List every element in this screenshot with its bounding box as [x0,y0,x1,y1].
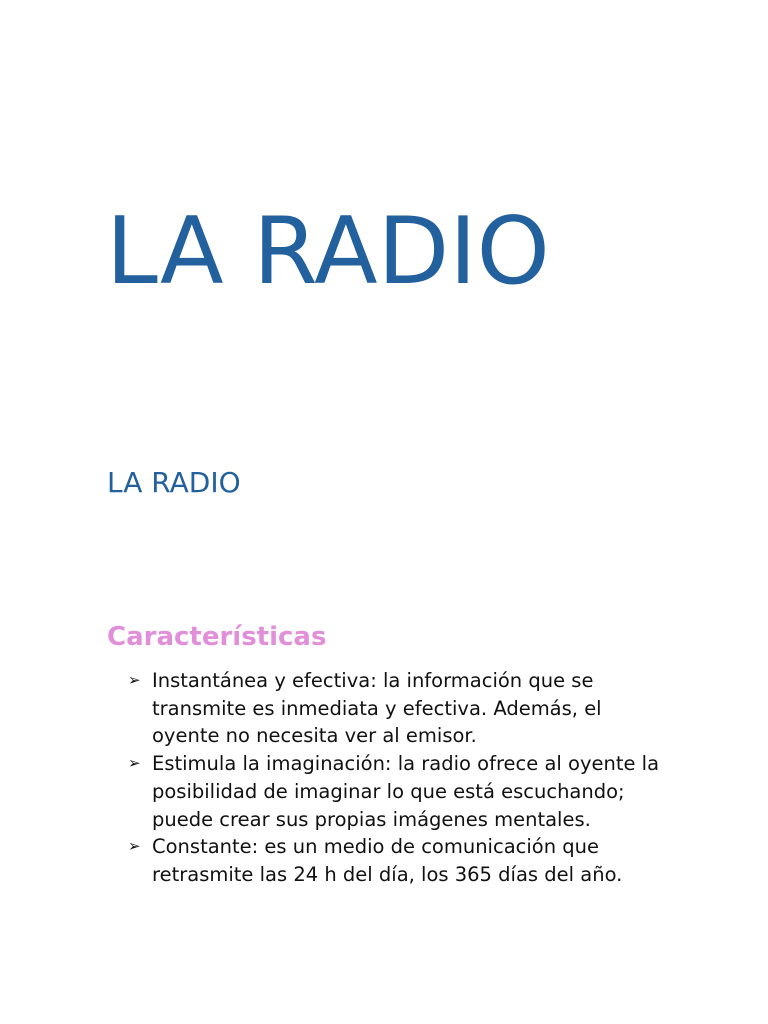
arrow-bullet-icon: ➢ [128,837,141,856]
document-title: LA RADIO [106,197,550,305]
arrow-bullet-icon: ➢ [128,754,141,773]
arrow-bullet-icon: ➢ [128,671,141,689]
section-heading-caracteristicas: Características [107,622,327,652]
list-item [128,750,668,833]
document-subtitle: LA RADIO [107,466,241,499]
list-item [128,833,668,888]
characteristics-list [128,667,668,889]
list-item-text: Estimula la imaginación: la radio ofrece al oyente la posibilidad de imaginar lo que está escuchando; puede crear sus propias imágenes mentales. [152,752,660,831]
list-item [128,667,668,750]
list-item-text: Instantánea y efectiva: la información que se transmite es inmediata y efectiva. Además, el oyente no necesita ver al emisor. [152,669,602,748]
list-item-text: Constante: es un medio de comunicación que retrasmite las 24 h del día, los 365 días del año. [152,835,623,886]
